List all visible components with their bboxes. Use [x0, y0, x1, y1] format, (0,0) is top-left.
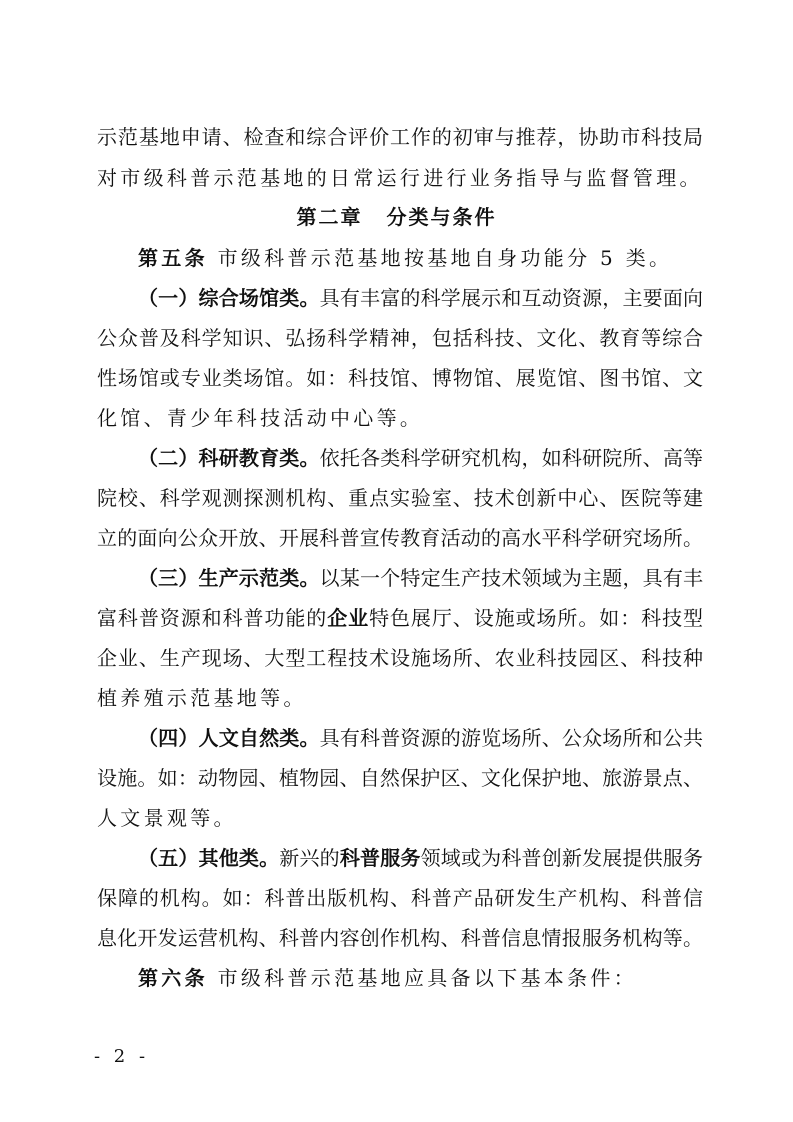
article-label: 第六条 — [138, 966, 208, 990]
body-line: 企业、生产现场、大型工程技术设施场所、农业科技园区、科技种 — [97, 646, 703, 670]
body-line — [97, 598, 703, 638]
body-line: 示范基地申请、检查和综合评价工作的初审与推荐，协助市科技局 — [97, 125, 703, 149]
category-text: 具有科普资源的游览场所、公众场所和公共 — [319, 726, 704, 750]
category-5-line — [138, 838, 703, 878]
category-title: （二）科研教育类。 — [138, 446, 320, 470]
category-4-line — [138, 718, 703, 758]
category-text: 具有丰富的科学展示和互动资源，主要面向 — [319, 286, 704, 310]
text-span: 富科普资源和科普功能的 — [97, 606, 328, 630]
category-1-line — [138, 278, 703, 318]
category-text: 领域或为科普创新发展提供服务 — [420, 846, 704, 870]
article-6 — [138, 958, 703, 998]
category-text: 新兴的 — [279, 846, 340, 870]
body-line: 立的面向公众开放、开展科普宣传教育活动的高水平科学研究场所。 — [97, 526, 703, 550]
chapter-title: 分类与条件 — [386, 205, 497, 229]
bold-term: 企业 — [327, 606, 370, 630]
body-line: 人文景观等。 — [97, 806, 237, 830]
body-line: 息化开发运营机构、科普内容创作机构、科普信息情报服务机构等。 — [97, 926, 703, 950]
body-line: 性场馆或专业类场馆。如：科技馆、博物馆、展览馆、图书馆、文 — [97, 366, 703, 390]
article-text: 市级科普示范基地应具备以下基本条件： — [217, 966, 637, 990]
body-line: 化馆、青少年科技活动中心等。 — [97, 406, 424, 430]
article-text: 市级科普示范基地按基地自身功能分 5 类。 — [217, 246, 673, 270]
category-title: （五）其他类。 — [138, 846, 280, 870]
category-2-line — [138, 438, 703, 478]
text-span: 特色展厅、设施或场所。如：科技型 — [369, 606, 704, 630]
body-line: 院校、科学观测探测机构、重点实验室、技术创新中心、医院等建 — [97, 486, 703, 510]
page-number: - 2 - — [94, 1046, 150, 1067]
chapter-heading — [0, 197, 793, 237]
body-line: 设施。如：动物园、植物园、自然保护区、文化保护地、旅游景点、 — [97, 766, 703, 790]
body-line: 对市级科普示范基地的日常运行进行业务指导与监督管理。 — [97, 166, 703, 190]
body-line: 保障的机构。如：科普出版机构、科普产品研发生产机构、科普信 — [97, 886, 703, 910]
category-title: （一）综合场馆类。 — [138, 286, 320, 310]
article-5 — [138, 238, 703, 278]
article-label: 第五条 — [138, 246, 208, 270]
category-title: （三）生产示范类。 — [138, 566, 320, 590]
category-3-line — [138, 558, 703, 598]
category-text: 依托各类科学研究机构，如科研院所、高等 — [319, 446, 704, 470]
bold-term: 科普服务 — [339, 846, 421, 870]
category-text: 以某一个特定生产技术领域为主题，具有丰 — [319, 566, 704, 590]
body-line: 植养殖示范基地等。 — [97, 686, 307, 710]
chapter-number: 第二章 — [296, 205, 363, 229]
body-line: 公众普及科学知识、弘扬科学精神，包括科技、文化、教育等综合 — [97, 326, 703, 350]
category-title: （四）人文自然类。 — [138, 726, 320, 750]
